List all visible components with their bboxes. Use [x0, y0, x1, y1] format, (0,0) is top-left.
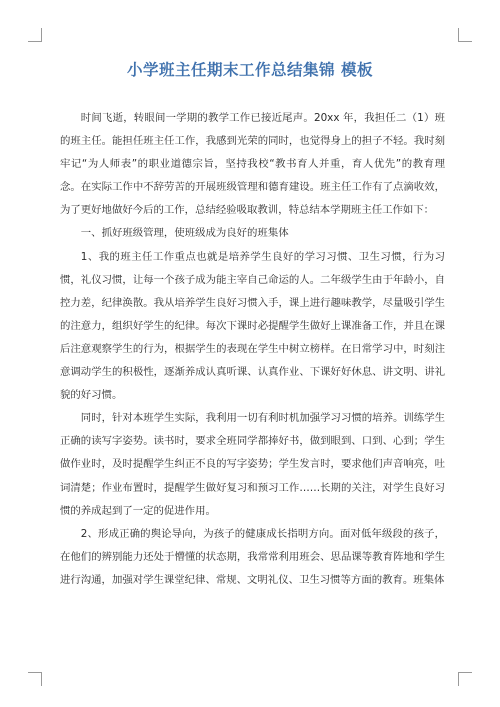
crop-mark-bottom-right — [458, 672, 459, 686]
document-title: 小学班主任期末工作总结集锦 模板 — [127, 61, 373, 79]
body-paragraph: 2、形成正确的舆论导向，为孩子的健康成长指明方向。面对低年级段的孩子，在他们的辨别能力还处于懵懂的状态期，我常常利用班会、思品课等教育阵地和学生进行沟通，加强对学生课堂纪律、常规、文明礼仪、卫生习惯等方面的教育。班集体 — [60, 527, 445, 586]
crop-mark-top-left — [41, 28, 42, 42]
document-body — [60, 107, 445, 592]
crop-mark-top-left — [28, 41, 42, 42]
body-paragraph: 1、我的班主任工作重点也就是培养学生良好的学习习惯、卫生习惯，行为习惯，礼仪习惯，让每一个孩子成为能主宰自己命运的人。二年级学生由于年龄小，自控力差，纪律涣散。我从培养学生良好习惯入手，课上进行趣味教学，尽量吸引学生的注意力，组织好学生的纪律。每次下课时必提醒学生做好上课准备工作，并且在课后注意观察学生的行为，根据学生的表现在学生中树立榜样。在日常学习中，时刻注意调动学生的积极性，逐渐养成认真听课、认真作业、下课好好休息、讲文明、讲礼貌的好习惯。 — [60, 250, 445, 402]
intro-paragraph: 时间飞逝，转眼间一学期的教学工作已接近尾声。20xx 年，我担任二（1）班的班主任。能担任班主任工作，我感到光荣的同时，也觉得身上的担子不轻。我时刻牢记“为人师表”的职业道德宗旨，坚持我校“教书育人并重，育人优先”的教育理念。在实际工作中不辞劳苦的开展班级管理和德育建设。班主任工作有了点滴收效，为了更好地做好今后的工作，总结经验吸取教训，特总结本学期班主任工作如下： — [60, 112, 445, 217]
body-paragraph: 同时，针对本班学生实际，我利用一切有利时机加强学习习惯的培养。训练学生正确的读写字姿势。读书时，要求全班同学都捧好书，做到眼到、口到、心到；学生做作业时，及时提醒学生纠正不良的写字姿势；学生发言时，要求他们声音响亮，吐词清楚；作业布置时，提醒学生做好复习和预习工作……长期的关注，对学生良好习惯的养成起到了一定的促进作用。 — [60, 412, 445, 517]
section-heading: 一、抓好班级管理，使班级成为良好的班集体 — [80, 227, 289, 240]
crop-mark-bottom-left — [41, 672, 42, 686]
crop-mark-bottom-left — [28, 672, 42, 673]
crop-mark-top-right — [458, 28, 459, 42]
crop-mark-bottom-right — [458, 672, 472, 673]
crop-mark-top-right — [458, 41, 472, 42]
